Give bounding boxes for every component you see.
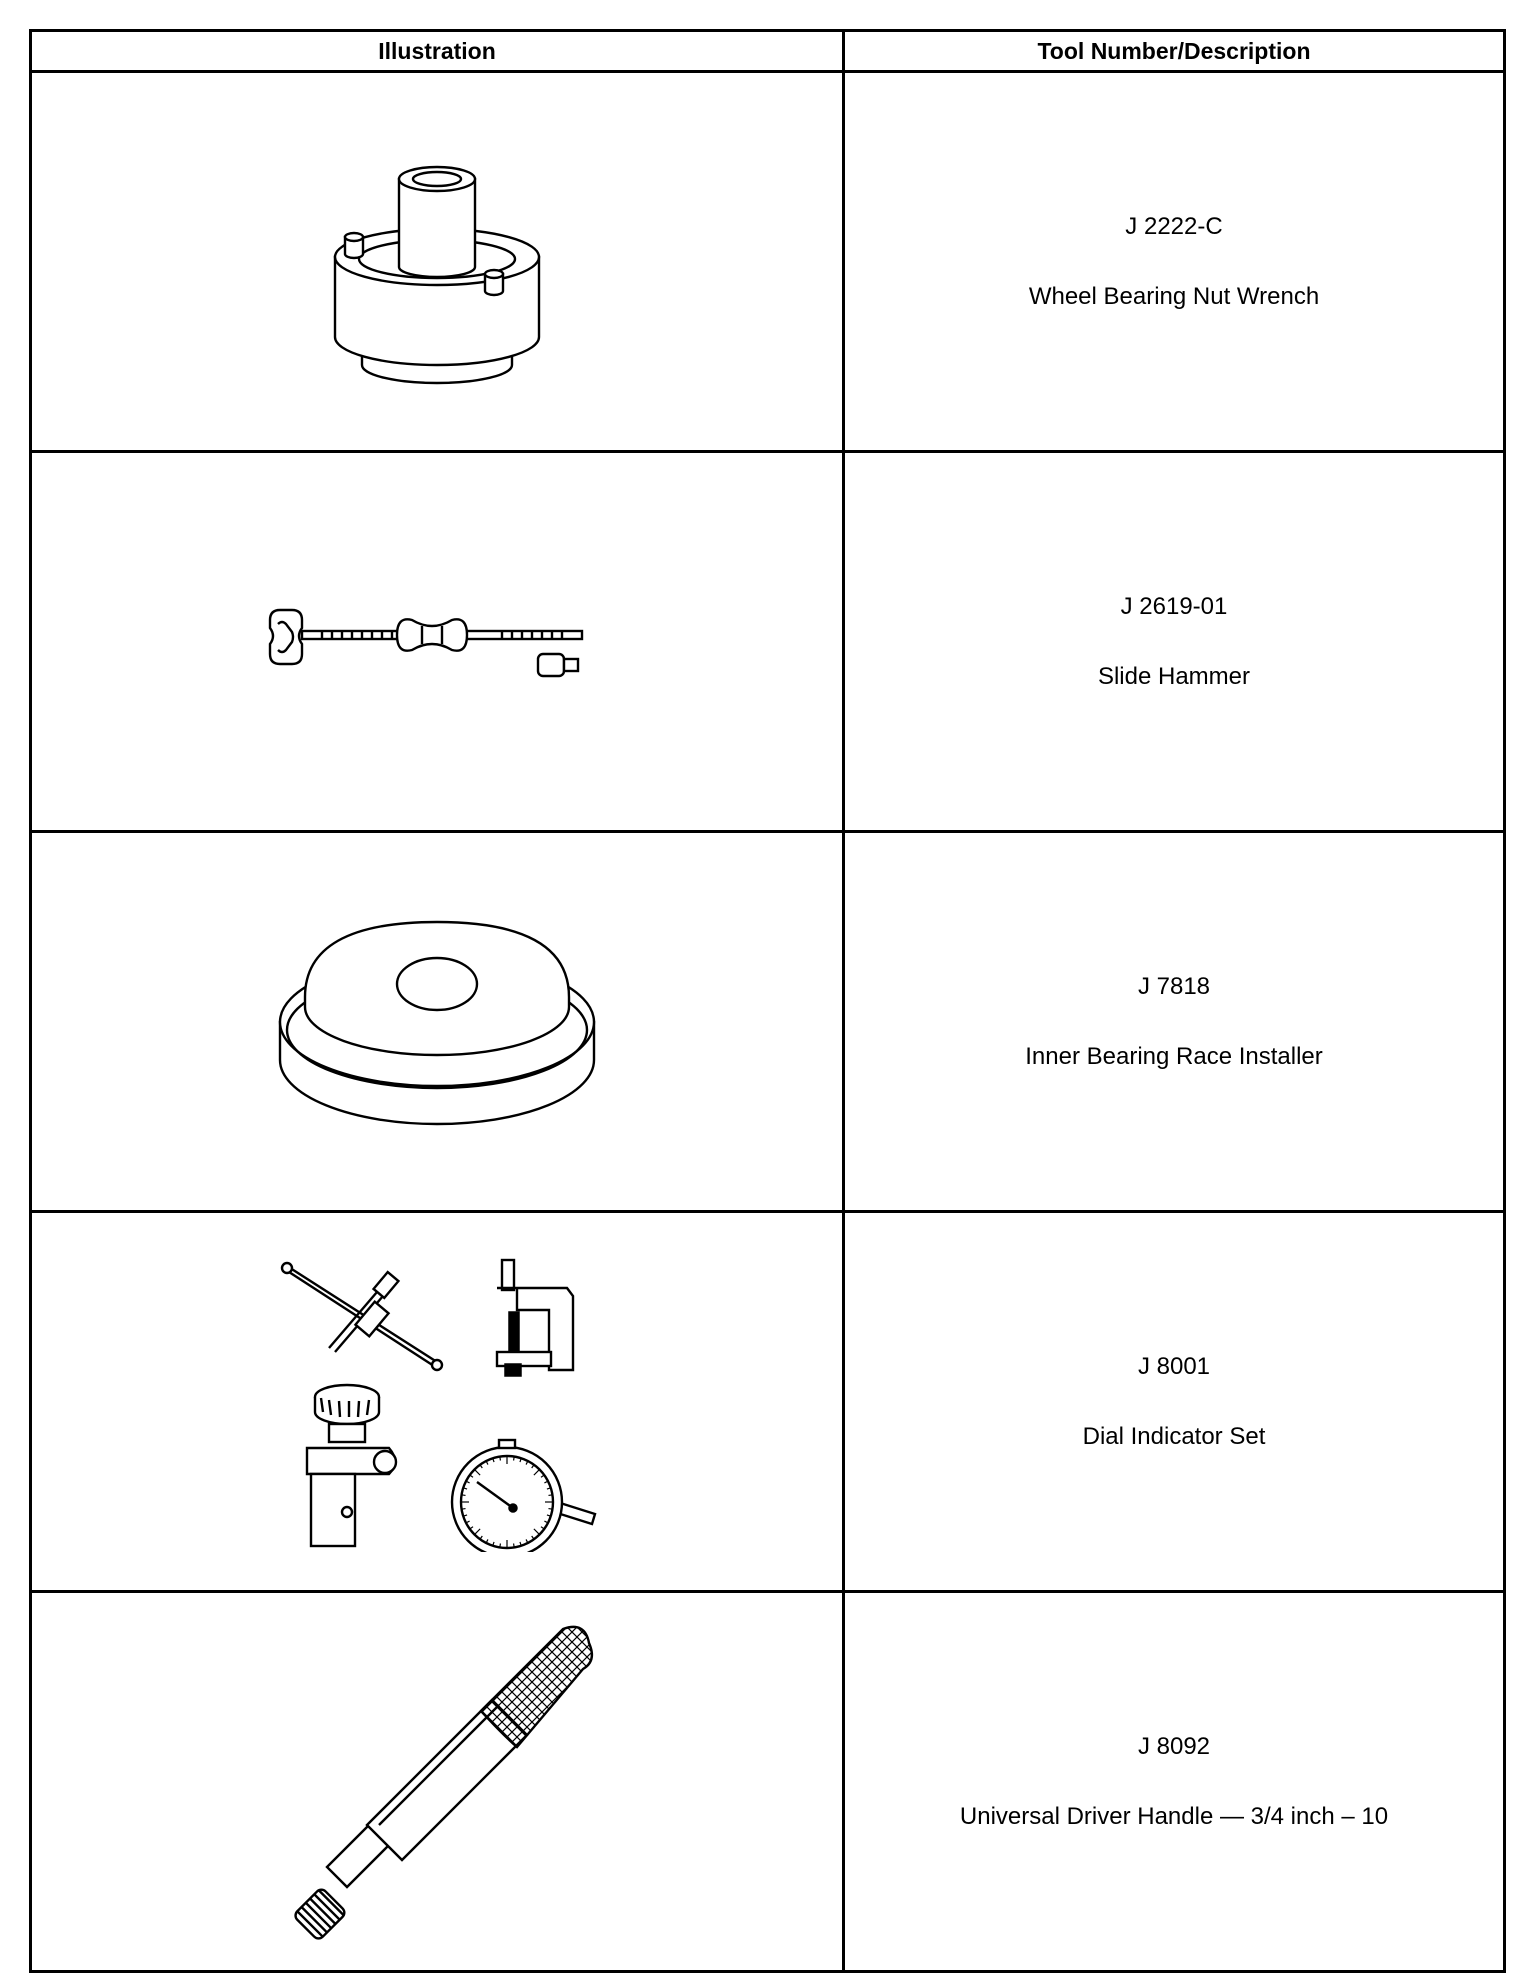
- inner-bearing-race-installer-icon: [272, 892, 602, 1152]
- header-description: Tool Number/Description: [844, 31, 1505, 72]
- tool-name: Universal Driver Handle — 3/4 inch – 10: [959, 1802, 1389, 1830]
- slide-hammer-icon: [262, 602, 602, 682]
- description-cell: [844, 452, 1505, 832]
- description-cell: [844, 1592, 1505, 1972]
- illustration-cell: [31, 1212, 844, 1592]
- table-row: [31, 72, 1505, 452]
- tool-name: Wheel Bearing Nut Wrench: [1028, 282, 1320, 310]
- illustration-cell: [31, 1592, 844, 1972]
- illustration-cell: [31, 72, 844, 452]
- tool-name: Dial Indicator Set: [1082, 1422, 1266, 1450]
- tool-number: J 2619-01: [1120, 592, 1228, 620]
- header-row: [31, 31, 1505, 72]
- tool-number: J 2222-C: [1125, 212, 1223, 240]
- header-illustration: Illustration: [31, 31, 844, 72]
- table-row: [31, 832, 1505, 1212]
- tool-name: Slide Hammer: [1097, 662, 1251, 690]
- description-cell: [844, 832, 1505, 1212]
- illustration-cell: [31, 832, 844, 1212]
- universal-driver-handle-icon: [267, 1607, 607, 1957]
- tool-number: J 7818: [1137, 972, 1211, 1000]
- wheel-bearing-nut-wrench-icon: [317, 127, 557, 397]
- dial-indicator-set-icon: [277, 1252, 597, 1552]
- table-row: [31, 452, 1505, 832]
- illustration-cell: [31, 452, 844, 832]
- special-tools-table: [29, 29, 1506, 1973]
- tool-number: J 8001: [1137, 1352, 1211, 1380]
- table-row: [31, 1212, 1505, 1592]
- tool-number: J 8092: [1137, 1732, 1211, 1760]
- table-row: [31, 1592, 1505, 1972]
- description-cell: [844, 72, 1505, 452]
- description-cell: [844, 1212, 1505, 1592]
- tool-name: Inner Bearing Race Installer: [1025, 1042, 1323, 1070]
